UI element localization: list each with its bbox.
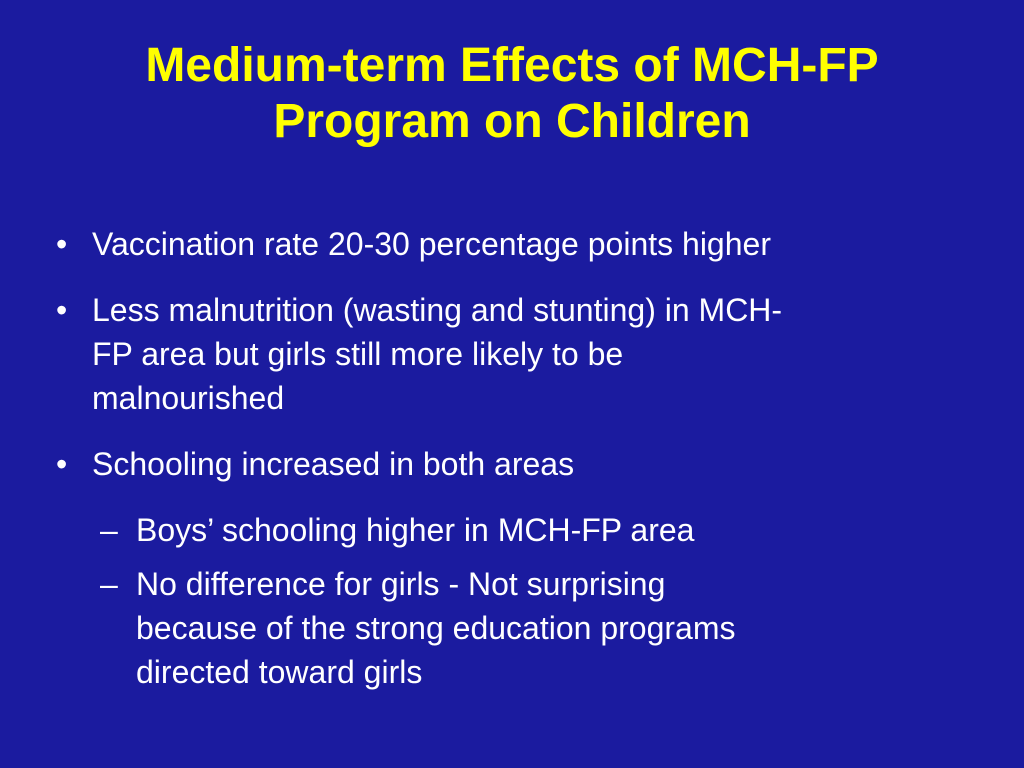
sub-bullet-list [52,508,972,694]
bullet-item-schooling [52,442,972,486]
slide-title-line-2: Program on Children [273,95,751,148]
bullet-text-line: Vaccination rate 20-30 percentage points higher [92,226,771,262]
slide-title [40,38,984,150]
bullet-text-line: malnourished [92,380,285,416]
sub-bullet-marker: – [100,512,118,548]
sub-bullet-item-girls [52,562,972,694]
slide-title-line-1: Medium-term Effects of MCH-FP [145,39,879,92]
sub-bullet-text-line: Boys’ schooling higher in MCH-FP area [136,512,695,548]
bullet-item-vaccination [52,222,972,266]
bullet-text-line: Schooling increased in both areas [92,446,575,482]
bullet-text-line: Less malnutrition (wasting and stunting) in MCH- [92,292,783,328]
bullet-list [52,222,972,704]
bullet-marker: • [56,446,68,482]
sub-bullet-marker: – [100,566,118,602]
bullet-marker: • [56,292,68,328]
sub-bullet-item-boys [52,508,972,552]
sub-bullet-text-line: because of the strong education programs [136,610,736,646]
sub-bullet-text-line: No difference for girls - Not surprising [136,566,666,602]
bullet-text-line: FP area but girls still more likely to be [92,336,624,372]
bullet-item-malnutrition [52,288,972,420]
sub-bullet-text-line: directed toward girls [136,654,423,690]
bullet-marker: • [56,226,68,262]
